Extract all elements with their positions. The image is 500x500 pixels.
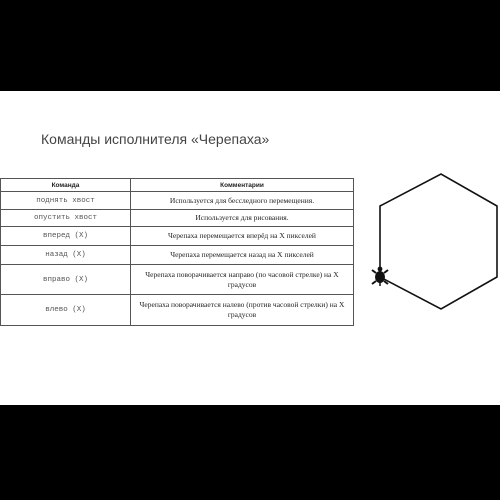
comment-cell: Черепаха перемещается назад на X пикселей [131,246,354,265]
table-row [1,295,354,326]
comment-cell: Используется для рисования. [131,210,354,227]
comment-cell: Черепаха поворачивается налево (против часовой стрелки) на X градусов [131,295,354,326]
slide-title: Команды исполнителя «Черепаха» [41,131,270,147]
command-cell: назад (X) [1,246,131,265]
hexagon-figure [365,169,500,319]
column-header-command: Команда [1,179,131,192]
turtle-icon [372,267,388,286]
presentation-slide [0,91,500,405]
comment-cell: Используется для бесследного перемещения. [131,192,354,210]
command-cell: вперед (X) [1,227,131,246]
table-row [1,227,354,246]
command-cell: вправо (X) [1,265,131,295]
column-header-comments: Комментарии [131,179,354,192]
table-row [1,192,354,210]
command-cell: влево (X) [1,295,131,326]
command-cell: поднять хвост [1,192,131,210]
hexagon-path [380,174,497,309]
command-cell: опустить хвост [1,210,131,227]
commands-table [0,178,354,326]
comment-cell: Черепаха перемещается вперёд на X пикселей [131,227,354,246]
table-row [1,246,354,265]
table-header-row [1,179,354,192]
comment-cell: Черепаха поворачивается направо (по часовой стрелке) на X градусов [131,265,354,295]
table-row [1,265,354,295]
table-row [1,210,354,227]
